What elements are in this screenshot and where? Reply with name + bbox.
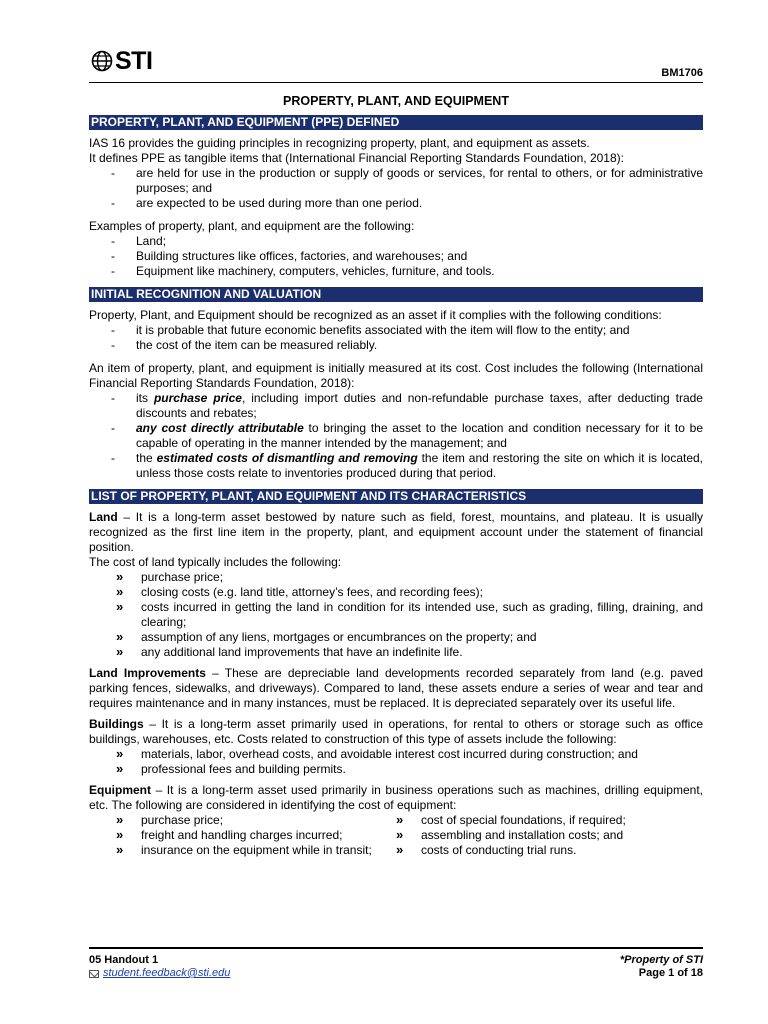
email-text: student.feedback@sti.edu	[103, 967, 231, 979]
text: its	[136, 391, 154, 405]
text: costs incurred in getting the land in condition for its intended use, such as grading, filling, draining, and clearing;	[141, 600, 703, 629]
list-item	[396, 813, 703, 828]
land-cost-list	[89, 570, 703, 660]
building-cost-list	[89, 747, 703, 777]
equipment-cost-list-left	[89, 813, 378, 858]
term-land: Land	[89, 510, 118, 524]
paragraph-equipment	[89, 783, 703, 813]
footer-left	[89, 954, 230, 980]
paragraph: It defines PPE as tangible items that (International Financial Reporting Standards Foundation, 2018):	[89, 151, 624, 165]
list-item	[111, 451, 703, 481]
term-land-improvements: Land Improvements	[89, 666, 206, 680]
footer-row	[89, 954, 703, 980]
text: – These are depreciable land developments recorded separately from land (e.g. paved parking fences, sidewalks, and driveways). Compared to land, these assets endure a series of wear and tear and requires maintenance and in many instances, must be replaced. It is depreciated separately over its useful life.	[89, 666, 703, 710]
list-item	[116, 600, 703, 630]
chevron-bullet-icon: »	[116, 629, 124, 644]
chevron-bullet-icon: »	[116, 569, 124, 584]
chevron-bullet-icon: »	[116, 746, 124, 761]
footer-divider	[89, 947, 703, 949]
list-item: - Building structures like offices, factories, and warehouses; and	[111, 249, 703, 264]
text: any additional land improvements that have an indefinite life.	[141, 645, 463, 659]
equipment-cost-left	[89, 813, 396, 858]
envelope-icon	[89, 970, 99, 978]
document-code: BM1706	[661, 67, 703, 79]
list-item	[116, 645, 703, 660]
feedback-email-link[interactable]	[89, 967, 230, 980]
text: – It is a long-term asset bestowed by nature such as field, forest, mountains, and plateau. It is usually recognized as the first line item in the property, plant, and equipment account under the statement of financial position.	[89, 510, 703, 554]
chevron-bullet-icon: »	[116, 761, 124, 776]
text: assembling and installation costs; and	[421, 828, 624, 842]
text: , including import duties and non-refundable purchase taxes, after deducting trade discounts and rebates;	[136, 391, 703, 420]
list-item	[116, 570, 703, 585]
text: the	[136, 451, 157, 465]
examples-list	[89, 234, 703, 279]
chevron-bullet-icon: »	[116, 644, 124, 659]
chevron-bullet-icon: »	[396, 812, 404, 827]
paragraph: Property, Plant, and Equipment should be recognized as an asset if it complies with the following conditions:	[89, 308, 662, 322]
text: freight and handling charges incurred;	[141, 828, 343, 842]
emphasis-text: purchase price	[153, 391, 242, 405]
chevron-bullet-icon: »	[396, 827, 404, 842]
list-item	[116, 843, 378, 858]
chevron-bullet-icon: »	[116, 827, 124, 842]
chevron-bullet-icon: »	[116, 812, 124, 827]
list-item	[116, 585, 703, 600]
paragraph-buildings	[89, 717, 703, 747]
paragraph: IAS 16 provides the guiding principles in recognizing property, plant, and equipment as assets.	[89, 136, 590, 150]
text: professional fees and building permits.	[141, 762, 346, 776]
list-item: - Land;	[111, 234, 703, 249]
paragraph-land-improvements	[89, 666, 703, 711]
cost-items-list	[89, 391, 703, 481]
list-item	[116, 747, 703, 762]
conditions-list	[89, 323, 703, 353]
equipment-cost-columns	[89, 813, 703, 858]
list-item	[116, 630, 703, 645]
page-footer	[89, 947, 703, 980]
paragraph: Examples of property, plant, and equipment are the following:	[89, 219, 415, 233]
handout-label: 05 Handout 1	[89, 954, 159, 966]
emphasis-text: estimated costs of dismantling and removing	[156, 451, 418, 465]
equipment-cost-right	[396, 813, 703, 858]
text: insurance on the equipment while in transit;	[141, 843, 372, 857]
text: assumption of any liens, mortgages or encumbrances on the property; and	[141, 630, 537, 644]
document-page	[89, 0, 703, 1024]
header-divider	[89, 82, 703, 83]
text: purchase price;	[141, 570, 224, 584]
text: closing costs (e.g. land title, attorney’s fees, and recording fees);	[141, 585, 483, 599]
sti-logo	[91, 46, 171, 76]
logo-wordmark: STI	[115, 46, 153, 75]
emphasis-text: any cost directly attributable	[136, 421, 304, 435]
paragraph: The cost of land typically includes the following:	[89, 555, 342, 569]
text: materials, labor, overhead costs, and avoidable interest cost incurred during construction; and	[141, 747, 638, 761]
equipment-cost-list-right	[396, 813, 703, 858]
chevron-bullet-icon: »	[396, 842, 404, 857]
text: – It is a long-term asset primarily used in operations, for rental to others or storage such as office buildings, warehouses, etc. Costs related to construction of this type of assets include the following:	[89, 717, 703, 746]
chevron-bullet-icon: »	[116, 599, 124, 614]
text: cost of special foundations, if required;	[421, 813, 626, 827]
list-item: - it is probable that future economic benefits associated with the item will flow to the entity; and	[111, 323, 703, 338]
list-item	[396, 828, 703, 843]
list-item	[116, 813, 378, 828]
document-body	[89, 115, 703, 858]
term-equipment: Equipment	[89, 783, 151, 797]
term-buildings: Buildings	[89, 717, 144, 731]
section-heading-initial-recognition: INITIAL RECOGNITION AND VALUATION	[89, 287, 703, 302]
text: purchase price;	[141, 813, 224, 827]
page-number: Page 1 of 18	[638, 967, 703, 979]
page-header	[89, 46, 703, 80]
text: the item and restoring the site on which it is located, unless those costs relate to inventories produced during that period.	[136, 451, 704, 480]
paragraph: An item of property, plant, and equipment is initially measured at its cost. Cost includes the following (International Financial Reporting Standards Foundation, 2018):	[89, 361, 703, 390]
list-item: - the cost of the item can be measured reliably.	[111, 338, 703, 353]
list-item	[111, 391, 703, 421]
list-item	[116, 762, 703, 777]
text: – It is a long-term asset used primarily in business operations such as machines, drilling equipment, etc. The following are considered in identifying the cost of equipment:	[89, 783, 703, 812]
list-item	[111, 421, 703, 451]
text: to bringing the asset to the location and condition necessary for it to be capable of operating in the manner intended by the management; and	[136, 421, 703, 450]
paragraph-land	[89, 510, 703, 555]
globe-icon	[91, 50, 113, 72]
property-notice: *Property of STI	[619, 954, 703, 966]
list-item: - Equipment like machinery, computers, vehicles, furniture, and tools.	[111, 264, 703, 279]
text: costs of conducting trial runs.	[421, 843, 577, 857]
list-item: - are held for use in the production or supply of goods or services, for rental to others, or for administrative purposes; and	[111, 166, 703, 196]
list-item	[116, 828, 378, 843]
footer-right	[620, 954, 703, 980]
list-item: - are expected to be used during more than one period.	[111, 196, 703, 211]
section-heading-ppe-defined: PROPERTY, PLANT, AND EQUIPMENT (PPE) DEFINED	[89, 115, 703, 130]
chevron-bullet-icon: »	[116, 584, 124, 599]
page-title: PROPERTY, PLANT, AND EQUIPMENT	[283, 94, 509, 108]
definition-list	[89, 166, 703, 211]
list-item	[396, 843, 703, 858]
chevron-bullet-icon: »	[116, 842, 124, 857]
section-heading-list-of-ppe: LIST OF PROPERTY, PLANT, AND EQUIPMENT AND ITS CHARACTERISTICS	[89, 489, 703, 504]
